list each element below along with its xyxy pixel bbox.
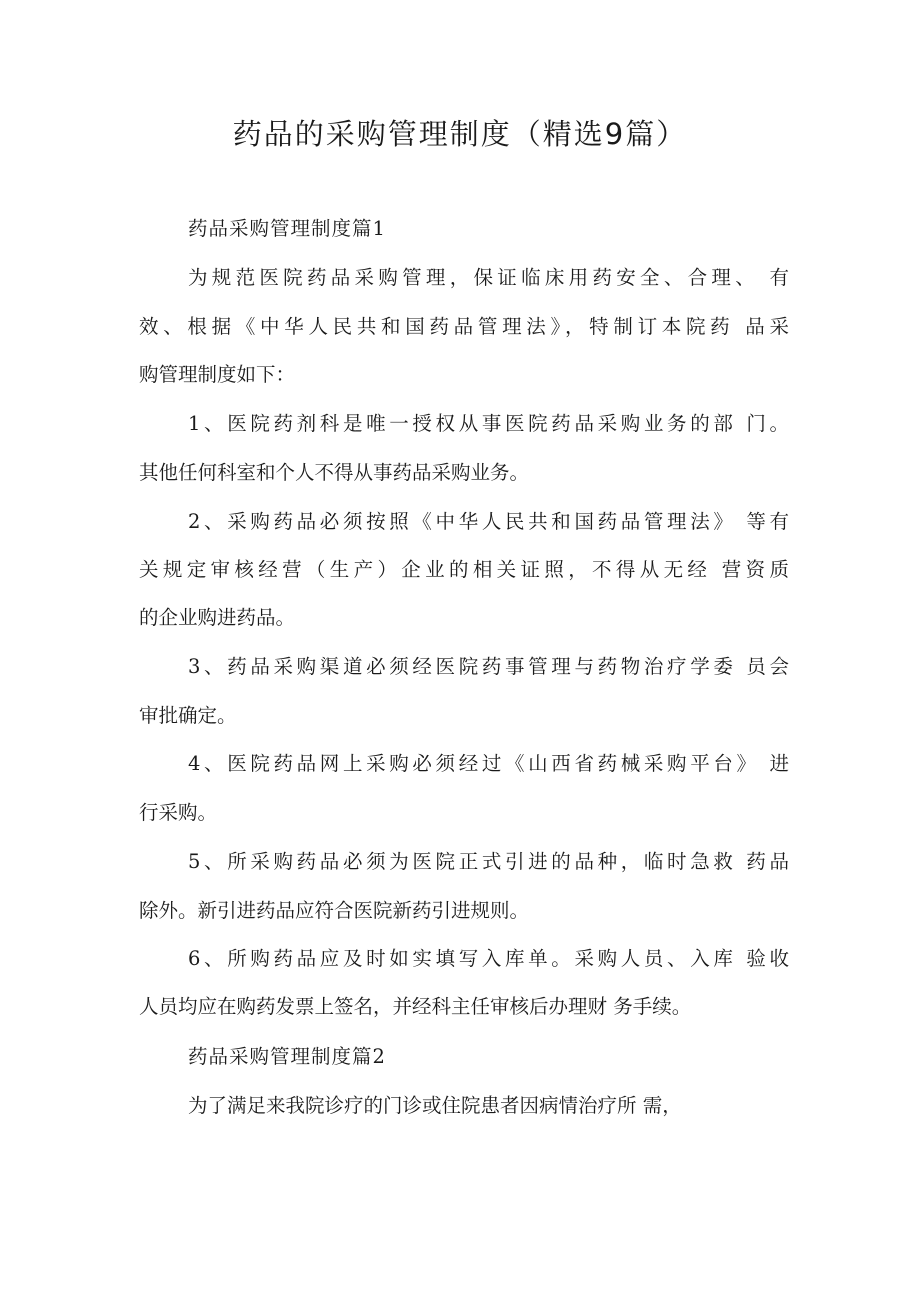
paragraph-line: 5、所采购药品必须为医院正式引进的品种，临时急救 药品 <box>188 850 789 873</box>
paragraph-line: 的企业购进药品。 <box>139 606 296 629</box>
paragraph-line: 3、药品采购渠道必须经医院药事管理与药物治疗学委 员会 <box>188 655 789 678</box>
paragraph-line: 效、根据《中华人民共和国药品管理法》，特制订本院药 品采 <box>139 315 789 338</box>
paragraph-line: 购管理制度如下： <box>139 363 296 386</box>
paragraph-line: 1、医院药剂科是唯一授权从事医院药品采购业务的部 门。 <box>188 412 789 435</box>
paragraph-line: 行采购。 <box>139 801 218 824</box>
paragraph-line: 人员均应在购药发票上签名，并经科主任审核后办理财 务手续。 <box>139 995 692 1018</box>
paragraph-line: 6、所购药品应及时如实填写入库单。采购人员、入库 验收 <box>188 947 789 970</box>
paragraph-line: 4、医院药品网上采购必须经过《山西省药械采购平台》 进 <box>188 752 789 775</box>
paragraph-line: 关规定审核经营（生产）企业的相关证照，不得从无经 营资质 <box>139 558 789 581</box>
section-heading-2: 药品采购管理制度篇2 <box>188 1045 386 1068</box>
paragraph-line: 其他任何科室和个人不得从事药品采购业务。 <box>139 461 530 484</box>
document-title: 药品的采购管理制度（精选9篇） <box>232 117 688 151</box>
paragraph-line: 2、采购药品必须按照《中华人民共和国药品管理法》 等有 <box>188 510 789 533</box>
paragraph-line: 为了满足来我院诊疗的门诊或住院患者因病情治疗所 需， <box>188 1094 682 1117</box>
paragraph-line: 除外。新引进药品应符合医院新药引进规则。 <box>139 899 530 922</box>
paragraph-line: 为规范医院药品采购管理，保证临床用药安全、合理、 有 <box>188 266 789 289</box>
paragraph-line: 审批确定。 <box>139 704 237 727</box>
section-heading-1: 药品采购管理制度篇1 <box>188 217 386 240</box>
